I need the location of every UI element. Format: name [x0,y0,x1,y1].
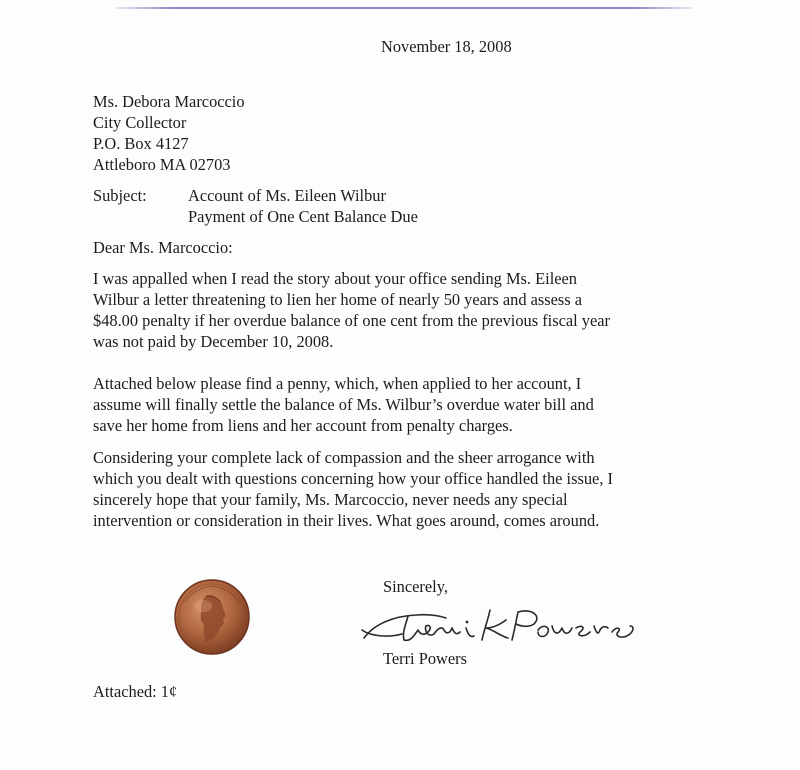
paragraph-line: Attached below please find a penny, which, when applied to her account, I [93,374,582,393]
paragraph-1 [93,268,733,352]
signer-name: Terri Powers [383,649,467,668]
paragraph-line: $48.00 penalty if her overdue balance of one cent from the previous fiscal year [93,311,611,330]
handwritten-signature [358,598,638,648]
paragraph-line: was not paid by December 10, 2008. [93,332,334,351]
paragraph-line: sincerely hope that your family, Ms. Marcoccio, never needs any special [93,490,568,509]
recipient-name: Ms. Debora Marcoccio [93,92,245,111]
paragraph-2 [93,373,733,436]
salutation: Dear Ms. Marcoccio: [93,238,233,257]
top-rule [115,7,693,9]
subject-line-1: Account of Ms. Eileen Wilbur [188,186,386,205]
paragraph-line: I was appalled when I read the story about your office sending Ms. Eileen [93,269,577,288]
paragraph-line: assume will finally settle the balance of Ms. Wilbur’s overdue water bill and [93,395,594,414]
paragraph-line: Wilbur a letter threatening to lien her home of nearly 50 years and assess a [93,290,583,309]
subject-label: Subject: [93,186,147,205]
paragraph-line: intervention or consideration in their lives. What goes around, comes around. [93,511,600,530]
recipient-city: Attleboro MA 02703 [93,155,231,174]
paragraph-line: Considering your complete lack of compassion and the sheer arrogance with [93,448,595,467]
letter-date: November 18, 2008 [381,37,512,56]
paragraph-3 [93,447,733,531]
paragraph-line: which you dealt with questions concerning how your office handled the issue, I [93,469,613,488]
recipient-address [93,91,245,175]
recipient-po-box: P.O. Box 4127 [93,134,189,153]
subject-line-2: Payment of One Cent Balance Due [188,207,418,226]
penny-coin-image [173,578,251,656]
attachment-note: Attached: 1¢ [93,682,178,701]
subject-lines [188,185,418,227]
paragraph-line: save her home from liens and her account from penalty charges. [93,416,513,435]
recipient-title: City Collector [93,113,187,132]
closing: Sincerely, [383,577,448,596]
